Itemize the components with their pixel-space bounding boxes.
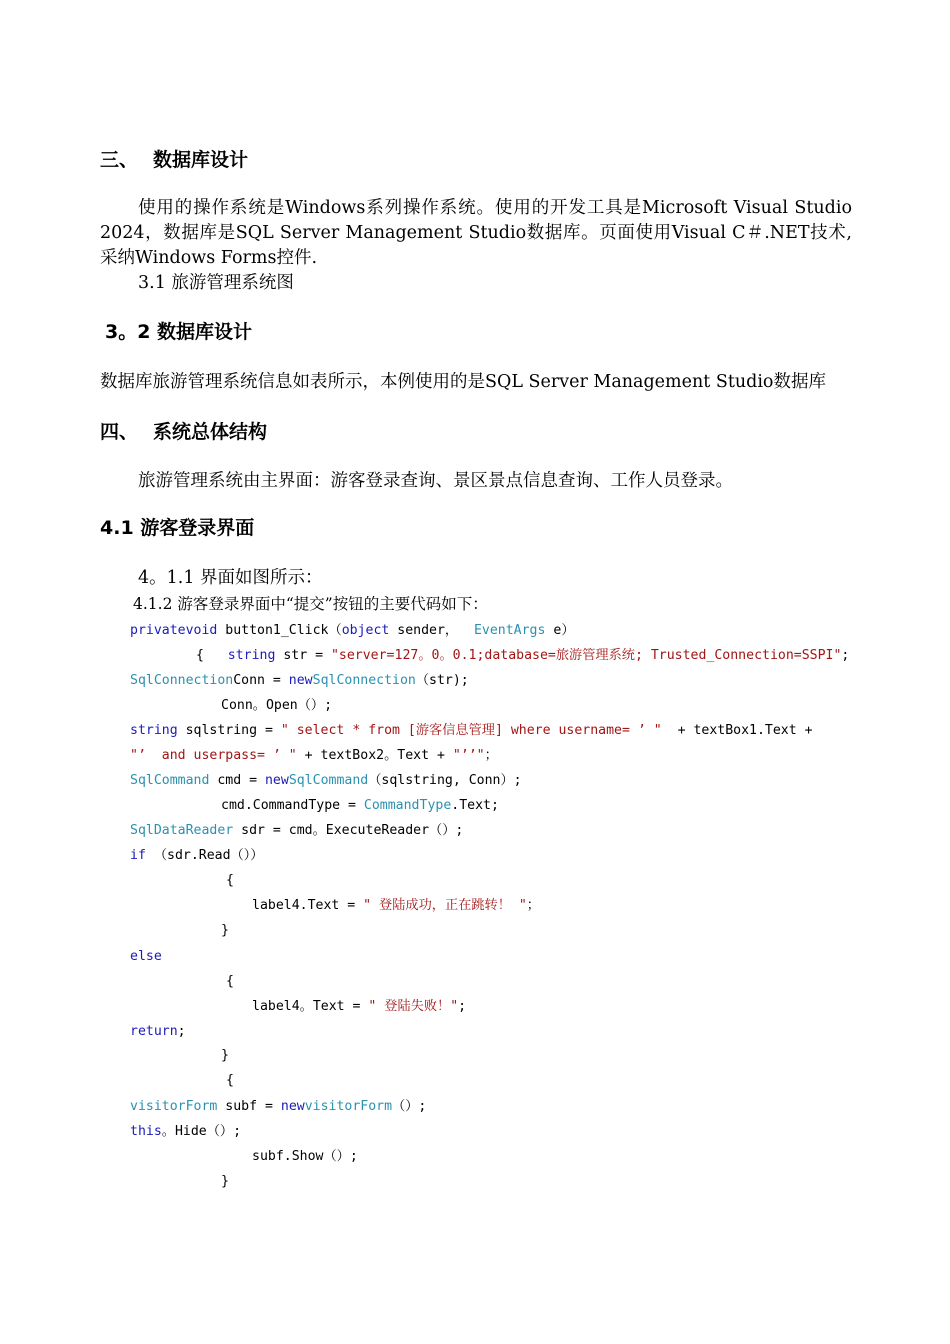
paragraph-environment: 使用的操作系统是Windows系列操作系统。使用的开发工具是Microsoft Visual Studio 2024，数据库是SQL Server Management Studio数据库。页面使用Visual C＃.NET技术,采纳Windows Forms控件. <box>100 198 852 268</box>
code-token: label4.Text = <box>252 898 364 913</box>
code-token: CommandType <box>363 798 452 813</box>
paragraph-structure: 旅游管理系统由主界面：游客登录查询、景区景点信息查询、工作人员登录。 <box>138 471 733 491</box>
code-token: "’’" <box>452 748 485 763</box>
code-line-16 <box>252 994 466 1019</box>
section-heading-3-2: 3。2 数据库设计 <box>105 321 253 343</box>
code-token: cmd.CommandType = <box>221 798 364 813</box>
code-token: subf = <box>217 1099 281 1114</box>
code-token: Conn。Open（）; <box>221 698 333 713</box>
code-token: e） <box>545 623 575 638</box>
code-token: sender， <box>389 623 474 638</box>
code-line-6 <box>130 743 498 768</box>
code-token: new <box>264 773 289 788</box>
code-token: 。Hide（）; <box>161 1124 242 1139</box>
code-token: SqlDataReader <box>130 823 234 838</box>
paragraph-database-info: 数据库旅游管理系统信息如表所示，本例使用的是SQL Server Management Studio数据库 <box>100 372 826 392</box>
code-line-19 <box>226 1068 234 1093</box>
code-token: new <box>280 1099 305 1114</box>
code-line-12 <box>252 893 540 918</box>
code-line-21 <box>130 1119 241 1144</box>
code-token: SqlCommand <box>288 773 369 788</box>
code-token: ； <box>526 898 540 913</box>
code-line-1 <box>130 618 575 643</box>
code-token: object <box>341 623 390 638</box>
code-line-15 <box>226 969 234 994</box>
code-token: sqlstring = <box>177 723 281 738</box>
code-token: else <box>130 949 162 964</box>
code-token: str = <box>275 648 331 663</box>
code-token: ; <box>177 1024 186 1039</box>
section-heading-4-1: 4.1 游客登录界面 <box>100 517 255 539</box>
code-token: if <box>130 848 146 863</box>
code-token: （sqlstring, Conn）; <box>368 773 522 788</box>
paragraph-figure-caption: 3.1 旅游管理系统图 <box>138 273 294 293</box>
code-token: { <box>226 974 234 989</box>
code-token: " 登陆失败！" <box>368 999 459 1014</box>
code-token: { <box>226 873 234 888</box>
code-token: string <box>130 723 178 738</box>
code-token: label4。Text = <box>252 999 369 1014</box>
code-token: SqlConnection <box>312 673 416 688</box>
section-heading-4 <box>100 420 267 444</box>
code-line-7 <box>130 768 522 793</box>
code-token: EventArgs <box>473 623 546 638</box>
code-token: SqlConnection <box>130 673 234 688</box>
code-token: } <box>221 1048 229 1063</box>
code-token: } <box>221 1174 229 1189</box>
code-line-2 <box>196 643 849 668</box>
code-token: } <box>221 923 229 938</box>
code-line-18 <box>221 1043 229 1068</box>
section-title: 系统总体结构 <box>153 421 268 443</box>
code-line-13 <box>221 918 229 943</box>
code-line-8 <box>221 793 499 818</box>
code-token: （str); <box>415 673 469 688</box>
code-token: .Text; <box>451 798 499 813</box>
code-line-14 <box>130 944 162 969</box>
section-number: 三、 <box>100 149 139 171</box>
code-token: （）; <box>392 1099 427 1114</box>
code-token: + textBox1.Text + <box>661 723 813 738</box>
section-title: 数据库设计 <box>153 149 249 171</box>
code-token: ; <box>841 648 850 663</box>
code-token: { <box>226 1073 234 1088</box>
code-line-11 <box>226 868 234 893</box>
code-token: SqlCommand <box>130 773 210 788</box>
code-token: visitorForm <box>304 1099 393 1114</box>
code-token: return <box>130 1024 178 1039</box>
code-token: Conn = <box>233 673 289 688</box>
section-number: 四、 <box>100 421 139 443</box>
code-token: button1_Click（ <box>217 623 342 638</box>
code-token: ; <box>458 999 467 1014</box>
code-token: this <box>130 1124 162 1139</box>
code-token: "server=127。0。0.1;database=旅游管理系统; Trusted_Connection=SSPI" <box>330 648 842 663</box>
code-line-4 <box>221 693 332 718</box>
code-token: { <box>196 648 228 663</box>
code-token: + textBox2。Text + <box>296 748 453 763</box>
code-token: " select * from [游客信息管理] where username= ’ " <box>280 723 662 738</box>
code-line-5 <box>130 718 813 743</box>
paragraph-code-intro: 4.1.2 游客登录界面中“提交”按钮的主要代码如下： <box>133 595 488 613</box>
code-line-20 <box>130 1094 426 1119</box>
code-line-17 <box>130 1019 186 1044</box>
code-line-10 <box>130 843 264 868</box>
code-token: subf.Show（）; <box>252 1149 358 1164</box>
code-line-9 <box>130 818 463 843</box>
code-token: sdr = cmd。ExecuteReader（）; <box>233 823 464 838</box>
paragraph-interface-figure: 4。1.1 界面如图所示： <box>138 568 323 588</box>
code-token: ； <box>484 748 498 763</box>
code-token: cmd = <box>209 773 265 788</box>
code-token: new <box>288 673 313 688</box>
section-heading-3 <box>100 148 248 172</box>
code-line-22 <box>252 1144 358 1169</box>
code-token: （sdr.Read（）） <box>145 848 264 863</box>
code-token: visitorForm <box>130 1099 218 1114</box>
code-token: "’ and userpass= ’ " <box>130 748 297 763</box>
code-line-23 <box>221 1169 229 1194</box>
code-token: string <box>227 648 276 663</box>
code-token: " 登陆成功，正在跳转！ " <box>363 898 527 913</box>
code-token: privatevoid <box>130 623 218 638</box>
code-line-3 <box>130 668 469 693</box>
